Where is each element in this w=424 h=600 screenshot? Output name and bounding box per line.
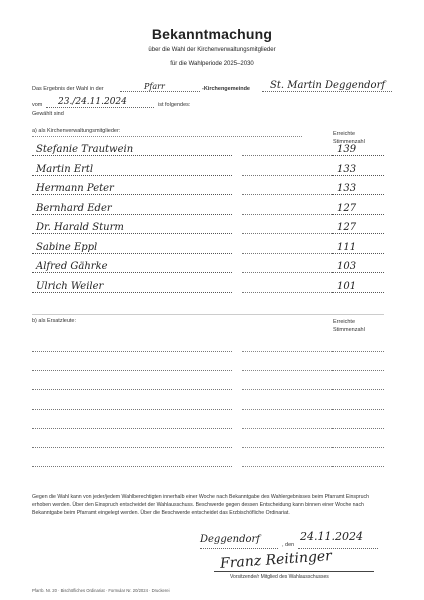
title: Bekanntmachung: [151, 26, 273, 42]
candidate-name: Alfred Gährke: [36, 261, 108, 272]
elected-label: Gewählt sind: [32, 111, 64, 117]
substitute-row: [32, 378, 384, 390]
section-b-votes-header: [333, 318, 365, 334]
appeal-notice: Gegen die Wahl kann von jeder/jedem Wahlberechtigten innerhalb einer Woche nach Bekanntgabe des Wahlergebnisses beim Pfarramt Einspruch erhoben werden. Über den Einspruch entscheidet der Wahlausschuss. Beschwerde gegen dessen Entscheidung kann binnen einer Woche nach Bekanntgabe beim Pfarramt eingelegt werden. Über die Beschwerde entscheidet das Erzbischöfliche Ordinariat.: [32, 494, 369, 516]
section-a-label: a) als Kirchenverwaltungsmitglieder:: [32, 128, 121, 134]
candidate-row: [32, 203, 384, 215]
signature-role: Vorsitzende/r Mitglied des Wahlausschusses: [230, 574, 329, 580]
candidate-votes: 127: [337, 202, 357, 214]
signature-date: 24.11.2024: [300, 530, 363, 543]
candidate-votes: 103: [337, 261, 357, 272]
candidate-row: [32, 164, 384, 176]
signature-block: [200, 528, 400, 588]
candidate-name: Hermann Peter: [36, 183, 114, 194]
candidate-votes: 111: [337, 241, 357, 253]
votes-header-line-1: Erreichte: [333, 131, 356, 137]
votes-header-b-line-1: Erreichte: [333, 319, 356, 325]
period: für die Wahlperiode 2025–2030: [170, 61, 254, 67]
candidate-name: Ulrich Weiler: [36, 280, 104, 292]
votes-header-b-line-2: Stimmenzahl: [333, 327, 365, 333]
candidate-votes: 139: [337, 144, 357, 155]
parish-type: Pfarr: [144, 82, 165, 91]
substitute-row: [32, 455, 384, 467]
candidate-votes: 133: [337, 163, 357, 175]
candidate-name: Dr. Harald Sturm: [36, 222, 124, 233]
candidate-name: Martin Ertl: [36, 163, 94, 175]
substitute-row: [32, 436, 384, 448]
candidate-votes: 133: [337, 183, 357, 194]
date-prefix: vom: [32, 102, 43, 108]
candidate-row: [32, 242, 384, 254]
candidate-row: [32, 281, 384, 293]
candidate-row: [32, 144, 384, 156]
substitute-row: [32, 340, 384, 352]
subtitle: über die Wahl der Kirchenverwaltungsmitglieder: [148, 47, 276, 53]
candidate-name: Sabine Eppl: [36, 241, 98, 253]
intro-mid: -Kirchengemeinde: [202, 86, 250, 92]
votes-header-line-2: Stimmenzahl: [333, 139, 365, 145]
signature-den: , den: [282, 542, 295, 548]
substitute-row: [32, 398, 384, 410]
signature-place: Deggendorf: [200, 534, 260, 545]
intro-line-1: [32, 80, 392, 94]
candidate-name: Stefanie Trautwein: [36, 144, 134, 155]
substitute-row: [32, 417, 384, 429]
intro-line-2: [32, 96, 392, 110]
date-suffix: ist folgendes:: [158, 102, 191, 108]
footer: Pfarrb. Nr. 20 · Bischöfliches Ordinariat · Formular Nr. 20/2024 · Druckerei: [32, 588, 170, 593]
candidate-votes: 127: [337, 222, 357, 233]
candidate-row: [32, 183, 384, 195]
section-b-label: b) als Ersatzleute:: [32, 318, 77, 324]
candidate-votes: 101: [337, 280, 357, 292]
intro-prefix: Das Ergebnis der Wahl in der: [32, 86, 104, 92]
substitute-row: [32, 359, 384, 371]
candidate-row: [32, 261, 384, 273]
election-date: 23./24.11.2024: [58, 97, 127, 107]
signature: Franz Reitinger: [219, 548, 333, 572]
candidate-name: Bernhard Eder: [36, 202, 112, 214]
candidate-row: [32, 222, 384, 234]
parish-name: St. Martin Deggendorf: [270, 80, 386, 91]
